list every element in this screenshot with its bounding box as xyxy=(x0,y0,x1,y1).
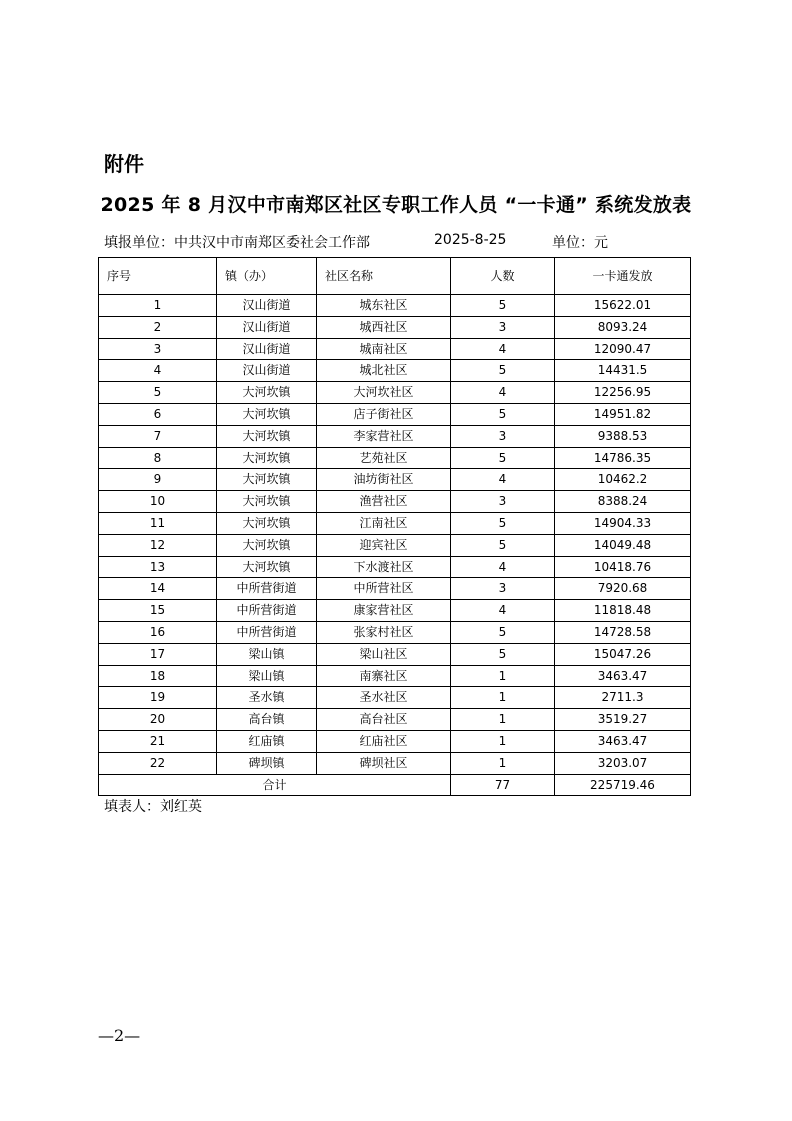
row-town: 大河坎镇 xyxy=(217,403,317,425)
row-count: 3 xyxy=(451,491,555,513)
row-town: 汉山街道 xyxy=(217,295,317,317)
row-amount: 14786.35 xyxy=(555,447,691,469)
row-index: 5 xyxy=(99,382,217,404)
header-town: 镇（办） xyxy=(217,258,317,295)
row-amount: 3463.47 xyxy=(555,665,691,687)
row-index: 16 xyxy=(99,621,217,643)
row-community: 店子街社区 xyxy=(317,403,451,425)
header-count: 人数 xyxy=(451,258,555,295)
table-row xyxy=(99,491,691,513)
report-date: 2025-8-25 xyxy=(434,232,507,248)
row-index: 4 xyxy=(99,360,217,382)
row-index: 22 xyxy=(99,752,217,774)
row-amount: 12090.47 xyxy=(555,338,691,360)
table-row xyxy=(99,295,691,317)
table-header-row xyxy=(99,258,691,295)
row-amount: 8093.24 xyxy=(555,316,691,338)
table-row xyxy=(99,382,691,404)
table-row xyxy=(99,578,691,600)
row-town: 大河坎镇 xyxy=(217,534,317,556)
row-community: 渔营社区 xyxy=(317,491,451,513)
row-amount: 14904.33 xyxy=(555,512,691,534)
row-amount: 3519.27 xyxy=(555,709,691,731)
row-index: 9 xyxy=(99,469,217,491)
row-amount: 14049.48 xyxy=(555,534,691,556)
row-town: 大河坎镇 xyxy=(217,512,317,534)
header-amount: 一卡通发放 xyxy=(555,258,691,295)
row-index: 14 xyxy=(99,578,217,600)
row-index: 6 xyxy=(99,403,217,425)
table-row xyxy=(99,425,691,447)
table-row xyxy=(99,752,691,774)
row-amount: 15047.26 xyxy=(555,643,691,665)
row-community: 中所营社区 xyxy=(317,578,451,600)
filler-name: 填表人：刘红英 xyxy=(104,799,202,815)
row-town: 梁山镇 xyxy=(217,665,317,687)
row-index: 17 xyxy=(99,643,217,665)
row-community: 艺苑社区 xyxy=(317,447,451,469)
total-row xyxy=(99,774,691,796)
row-index: 20 xyxy=(99,709,217,731)
row-town: 大河坎镇 xyxy=(217,469,317,491)
row-amount: 9388.53 xyxy=(555,425,691,447)
row-amount: 8388.24 xyxy=(555,491,691,513)
row-count: 5 xyxy=(451,295,555,317)
table-row xyxy=(99,556,691,578)
header-community: 社区名称 xyxy=(317,258,451,295)
table-row xyxy=(99,621,691,643)
row-town: 中所营街道 xyxy=(217,600,317,622)
row-count: 4 xyxy=(451,600,555,622)
row-index: 8 xyxy=(99,447,217,469)
table-row xyxy=(99,360,691,382)
row-index: 19 xyxy=(99,687,217,709)
table-row xyxy=(99,447,691,469)
row-community: 李家营社区 xyxy=(317,425,451,447)
row-town: 碑坝镇 xyxy=(217,752,317,774)
row-index: 3 xyxy=(99,338,217,360)
row-amount: 11818.48 xyxy=(555,600,691,622)
table-row xyxy=(99,469,691,491)
row-amount: 2711.3 xyxy=(555,687,691,709)
total-count: 77 xyxy=(451,774,555,796)
row-town: 汉山街道 xyxy=(217,338,317,360)
allowance-table xyxy=(98,257,691,796)
row-count: 5 xyxy=(451,360,555,382)
row-town: 大河坎镇 xyxy=(217,425,317,447)
attachment-label: 附件 xyxy=(104,152,144,176)
row-index: 21 xyxy=(99,730,217,752)
row-amount: 12256.95 xyxy=(555,382,691,404)
row-town: 梁山镇 xyxy=(217,643,317,665)
row-community: 城北社区 xyxy=(317,360,451,382)
table-row xyxy=(99,687,691,709)
row-index: 12 xyxy=(99,534,217,556)
row-count: 1 xyxy=(451,752,555,774)
row-community: 城东社区 xyxy=(317,295,451,317)
total-amount: 225719.46 xyxy=(555,774,691,796)
row-count: 1 xyxy=(451,687,555,709)
table-row xyxy=(99,512,691,534)
row-community: 迎宾社区 xyxy=(317,534,451,556)
header-index: 序号 xyxy=(99,258,217,295)
row-index: 18 xyxy=(99,665,217,687)
row-index: 2 xyxy=(99,316,217,338)
row-count: 5 xyxy=(451,447,555,469)
table-row xyxy=(99,403,691,425)
row-community: 城西社区 xyxy=(317,316,451,338)
row-amount: 10462.2 xyxy=(555,469,691,491)
row-count: 5 xyxy=(451,621,555,643)
table-row xyxy=(99,316,691,338)
row-community: 张家村社区 xyxy=(317,621,451,643)
row-count: 4 xyxy=(451,469,555,491)
row-community: 油坊街社区 xyxy=(317,469,451,491)
table-row xyxy=(99,730,691,752)
row-count: 3 xyxy=(451,425,555,447)
row-community: 大河坎社区 xyxy=(317,382,451,404)
row-count: 5 xyxy=(451,512,555,534)
row-amount: 7920.68 xyxy=(555,578,691,600)
row-count: 4 xyxy=(451,382,555,404)
row-amount: 14728.58 xyxy=(555,621,691,643)
row-count: 3 xyxy=(451,578,555,600)
total-label: 合计 xyxy=(99,774,451,796)
row-count: 1 xyxy=(451,730,555,752)
row-amount: 3463.47 xyxy=(555,730,691,752)
row-community: 高台社区 xyxy=(317,709,451,731)
table-row xyxy=(99,643,691,665)
row-index: 7 xyxy=(99,425,217,447)
fill-unit: 填报单位：中共汉中市南郑区委社会工作部 xyxy=(104,235,370,251)
row-town: 大河坎镇 xyxy=(217,556,317,578)
row-index: 11 xyxy=(99,512,217,534)
row-town: 大河坎镇 xyxy=(217,382,317,404)
row-count: 3 xyxy=(451,316,555,338)
row-count: 5 xyxy=(451,643,555,665)
table-row xyxy=(99,665,691,687)
row-community: 圣水社区 xyxy=(317,687,451,709)
row-community: 南寨社区 xyxy=(317,665,451,687)
row-community: 城南社区 xyxy=(317,338,451,360)
row-community: 下水渡社区 xyxy=(317,556,451,578)
row-amount: 15622.01 xyxy=(555,295,691,317)
row-town: 大河坎镇 xyxy=(217,491,317,513)
currency-unit: 单位：元 xyxy=(552,235,608,251)
row-town: 大河坎镇 xyxy=(217,447,317,469)
row-amount: 3203.07 xyxy=(555,752,691,774)
row-town: 中所营街道 xyxy=(217,621,317,643)
row-town: 中所营街道 xyxy=(217,578,317,600)
row-town: 高台镇 xyxy=(217,709,317,731)
row-community: 江南社区 xyxy=(317,512,451,534)
row-index: 15 xyxy=(99,600,217,622)
table-row xyxy=(99,600,691,622)
row-count: 5 xyxy=(451,534,555,556)
row-index: 1 xyxy=(99,295,217,317)
page-number: —2— xyxy=(98,1026,141,1045)
row-amount: 10418.76 xyxy=(555,556,691,578)
row-town: 圣水镇 xyxy=(217,687,317,709)
row-index: 10 xyxy=(99,491,217,513)
table-row xyxy=(99,338,691,360)
row-index: 13 xyxy=(99,556,217,578)
row-count: 4 xyxy=(451,556,555,578)
row-town: 红庙镇 xyxy=(217,730,317,752)
table-row xyxy=(99,709,691,731)
row-count: 5 xyxy=(451,403,555,425)
row-count: 1 xyxy=(451,709,555,731)
row-amount: 14431.5 xyxy=(555,360,691,382)
row-community: 梁山社区 xyxy=(317,643,451,665)
row-community: 红庙社区 xyxy=(317,730,451,752)
row-community: 碑坝社区 xyxy=(317,752,451,774)
row-community: 康家营社区 xyxy=(317,600,451,622)
row-amount: 14951.82 xyxy=(555,403,691,425)
row-count: 1 xyxy=(451,665,555,687)
document-title: 2025 年 8 月汉中市南郑区社区专职工作人员 “一卡通” 系统发放表 xyxy=(100,194,692,216)
table-row xyxy=(99,534,691,556)
row-town: 汉山街道 xyxy=(217,316,317,338)
row-town: 汉山街道 xyxy=(217,360,317,382)
row-count: 4 xyxy=(451,338,555,360)
